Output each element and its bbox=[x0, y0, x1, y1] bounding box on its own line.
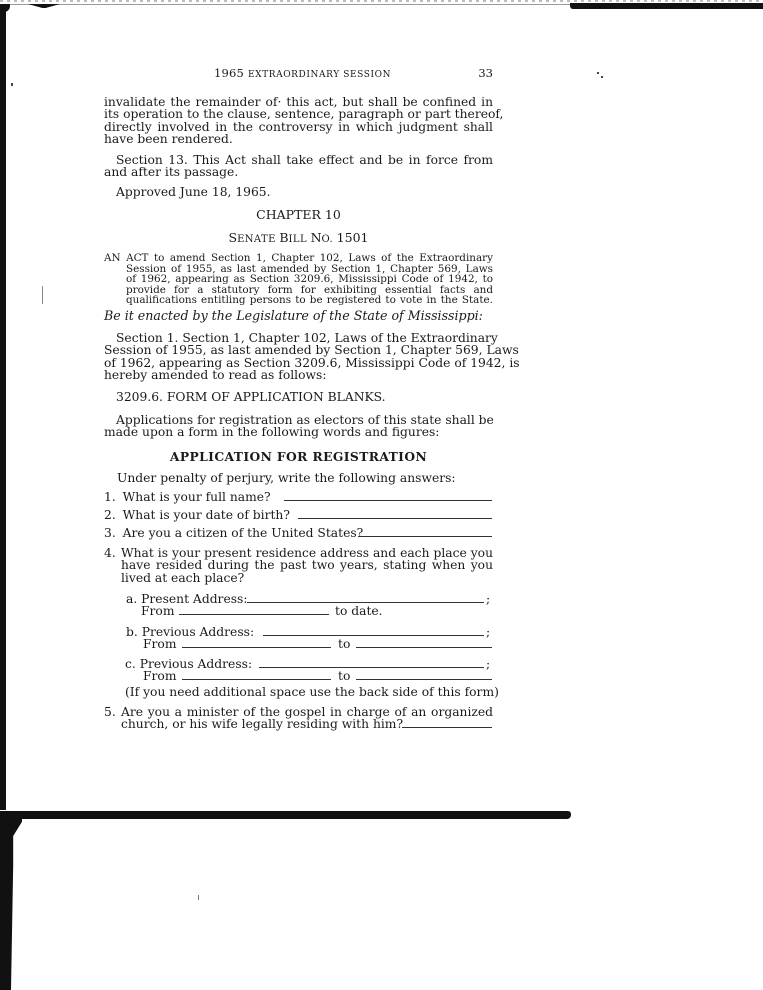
text-line: of 1962, appearing as Section 3209.6, Mississippi Code of 1942, is bbox=[104, 355, 520, 370]
scan-speck bbox=[601, 76, 603, 78]
running-head-title bbox=[214, 66, 391, 80]
running-head bbox=[104, 66, 493, 82]
scan-speck bbox=[11, 83, 13, 86]
section-13 bbox=[104, 154, 493, 179]
running-head-session: EXTRAORDINARY SESSION bbox=[247, 70, 392, 80]
previous-b-from-label: From bbox=[143, 637, 177, 651]
text-line: have been rendered. bbox=[104, 132, 233, 147]
sc-cap: B bbox=[279, 230, 289, 245]
text-line: qualifications entitling persons to be registered to vote in the State. bbox=[126, 294, 493, 307]
text-line: Session of 1955, as last amended by Section 1, Chapter 569, Laws bbox=[104, 343, 519, 358]
sc-cap: N bbox=[310, 230, 322, 245]
text-line: Be it enacted by the Legislature of the State of Mississippi: bbox=[104, 308, 483, 323]
semicolon: ; bbox=[486, 592, 491, 606]
previous-b-to-blank[interactable] bbox=[356, 638, 492, 648]
previous-address-c-blank[interactable] bbox=[259, 658, 484, 668]
present-from-blank[interactable] bbox=[179, 605, 329, 615]
form-title: APPLICATION FOR REGISTRATION bbox=[169, 449, 428, 464]
citizen-blank[interactable] bbox=[358, 527, 492, 537]
bill-heading bbox=[104, 230, 493, 245]
full-name-blank[interactable] bbox=[284, 491, 492, 501]
present-address-blank[interactable] bbox=[247, 593, 484, 603]
date-of-birth-blank[interactable] bbox=[298, 509, 492, 519]
previous-c-from-label: From bbox=[143, 669, 177, 683]
applications-paragraph bbox=[104, 414, 493, 439]
to-date-label: to date. bbox=[335, 604, 383, 618]
scan-speck bbox=[597, 72, 599, 74]
scan-shadow-left bbox=[0, 4, 6, 810]
section-1 bbox=[104, 331, 520, 383]
present-address-label: a. Present Address: bbox=[126, 592, 248, 606]
scan-artifact bbox=[28, 4, 60, 8]
question-text: What is your full name? bbox=[122, 490, 271, 504]
text-line: lived at each place? bbox=[121, 570, 245, 585]
text-line: 3209.6. FORM OF APPLICATION BLANKS. bbox=[116, 390, 386, 404]
scan-shadow-bottom bbox=[0, 811, 571, 819]
chapter-heading: CHAPTER 10 bbox=[256, 207, 341, 222]
previous-address-b-label: b. Previous Address: bbox=[126, 625, 255, 639]
scan-shadow-lower-left bbox=[0, 811, 22, 990]
present-from-label: From bbox=[141, 604, 175, 618]
sc-rest: ENATE bbox=[237, 234, 280, 245]
text-line: hereby amended to read as follows: bbox=[104, 368, 327, 383]
text-line: AN ACT to amend Section 1, Chapter 102, Laws of the Extraordinary bbox=[104, 252, 493, 264]
previous-address-b-blank[interactable] bbox=[263, 626, 484, 636]
text-line: and after its passage. bbox=[104, 165, 239, 180]
minister-blank[interactable] bbox=[402, 718, 492, 728]
bill-number: 1501 bbox=[336, 230, 369, 245]
additional-space-note: (If you need additional space use the back side of this form) bbox=[125, 685, 499, 699]
continuation-paragraph bbox=[104, 95, 504, 147]
sc-cap: S bbox=[228, 230, 238, 245]
text-line: Section 13. This Act shall take effect and be in force from bbox=[116, 153, 493, 167]
text-line: Section 1. Section 1, Chapter 102, Laws of the Extraordinary bbox=[116, 331, 498, 345]
previous-c-to-label: to bbox=[338, 669, 351, 683]
semicolon: ; bbox=[486, 625, 491, 639]
text-line: Are you a minister of the gospel in charge of an organized bbox=[121, 705, 493, 719]
previous-b-from-blank[interactable] bbox=[182, 638, 331, 648]
text-line: Session of 1955, as last amended by Section 1, Chapter 569, Laws bbox=[126, 262, 493, 275]
text-line: provide for a statutory form for exhibiting essential facts and bbox=[126, 283, 493, 296]
approved-date bbox=[104, 186, 493, 198]
text-line: of 1962, appearing as Section 3209.6, Mississippi Code of 1942, to bbox=[126, 273, 493, 286]
previous-address-c-label: c. Previous Address: bbox=[125, 657, 253, 671]
scan-edge-top bbox=[0, 0, 763, 2]
previous-b-to-label: to bbox=[338, 637, 351, 651]
scan-shadow-top bbox=[570, 3, 763, 9]
text-line: directly involved in the controversy in which judgment shall bbox=[104, 119, 493, 134]
text-line: Approved June 18, 1965. bbox=[116, 185, 271, 199]
text-line: church, or his wife legally residing with him? bbox=[121, 717, 404, 732]
question-number: 4. bbox=[104, 546, 116, 560]
text-line: its operation to the clause, sentence, paragraph or part thereof, bbox=[104, 107, 504, 122]
question-number: 1. bbox=[104, 490, 116, 504]
scan-speck bbox=[42, 286, 43, 304]
question-number: 2. bbox=[104, 508, 116, 522]
code-section-heading bbox=[104, 391, 493, 403]
question-text: What is your date of birth? bbox=[122, 508, 290, 522]
text-line: Applications for registration as electors of this state shall be bbox=[116, 413, 494, 427]
text-line: made upon a form in the following words and figures: bbox=[104, 425, 440, 440]
semicolon: ; bbox=[486, 657, 491, 671]
previous-c-to-blank[interactable] bbox=[356, 670, 492, 680]
text-line: What is your present residence address and each place you bbox=[121, 546, 493, 560]
question-number: 5. bbox=[104, 705, 116, 719]
question-number: 3. bbox=[104, 526, 116, 540]
act-title bbox=[104, 253, 493, 306]
question-2 bbox=[104, 509, 290, 521]
running-head-year: 1965 bbox=[214, 66, 245, 80]
page-number: 33 bbox=[478, 66, 493, 80]
sc-rest: ILL bbox=[288, 234, 311, 245]
scan-speck bbox=[198, 895, 199, 900]
sc-rest: O. bbox=[321, 234, 337, 245]
form-instruction: Under penalty of perjury, write the following answers: bbox=[117, 471, 456, 485]
text-line: have resided during the past two years, stating when you bbox=[121, 558, 493, 573]
previous-c-from-blank[interactable] bbox=[182, 670, 331, 680]
text-line: invalidate the remainder of· this act, but shall be confined in bbox=[104, 95, 493, 109]
question-text bbox=[121, 547, 493, 584]
question-text: Are you a citizen of the United States? bbox=[122, 526, 364, 540]
question-1 bbox=[104, 491, 271, 503]
question-3 bbox=[104, 527, 363, 539]
question-4 bbox=[104, 547, 493, 587]
enacting-clause bbox=[104, 310, 493, 322]
